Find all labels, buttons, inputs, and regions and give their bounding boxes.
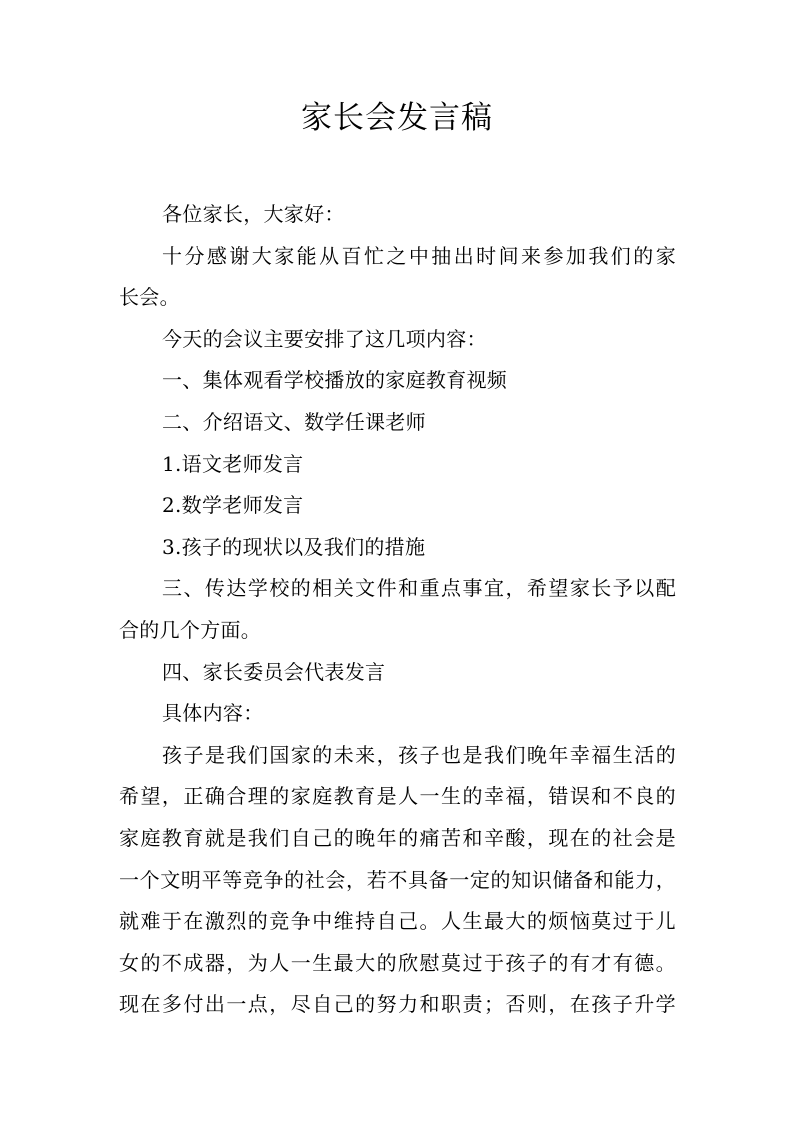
document-title: 家长会发言稿 [301,100,493,136]
body-line: 就难于在激烈的竞争中维持自己。人生最大的烦恼莫过于儿 [119,909,676,934]
body-line: 一个文明平等竞争的社会，若不具备一定的知识储备和能力， [119,867,676,892]
agenda-item: 二、介绍语文、数学任课老师 [162,409,426,434]
body-line: 现在多付出一点，尽自己的努力和职责；否则，在孩子升学 [119,992,676,1017]
agenda-item: 一、集体观看学校播放的家庭教育视频 [162,368,508,393]
document-body [119,194,676,1026]
agenda-subitem: 2.数学老师发言 [162,493,304,518]
body-line: 长会。 [119,285,180,310]
agenda-item-continuation: 合的几个方面。 [119,617,262,642]
body-line: 孩子是我们国家的未来，孩子也是我们晚年幸福生活的 [162,742,676,767]
greeting-line: 各位家长，大家好： [162,202,345,226]
agenda-subitem: 1.语文老师发言 [162,451,304,476]
agenda-item: 四、家长委员会代表发言 [162,659,386,684]
body-line: 女的不成器，为人一生最大的欣慰莫过于孩子的有才有德。 [119,950,676,975]
section-label: 具体内容： [162,701,264,726]
agenda-subitem: 3.孩子的现状以及我们的措施 [162,534,426,559]
agenda-item: 三、传达学校的相关文件和重点事宜，希望家长予以配 [162,576,676,601]
body-line: 希望，正确合理的家庭教育是人一生的幸福，错误和不良的 [119,784,676,809]
body-line: 今天的会议主要安排了这几项内容： [162,326,487,351]
body-line: 家庭教育就是我们自己的晚年的痛苦和辛酸，现在的社会是 [119,825,676,850]
body-line: 十分感谢大家能从百忙之中抽出时间来参加我们的家 [162,243,676,268]
